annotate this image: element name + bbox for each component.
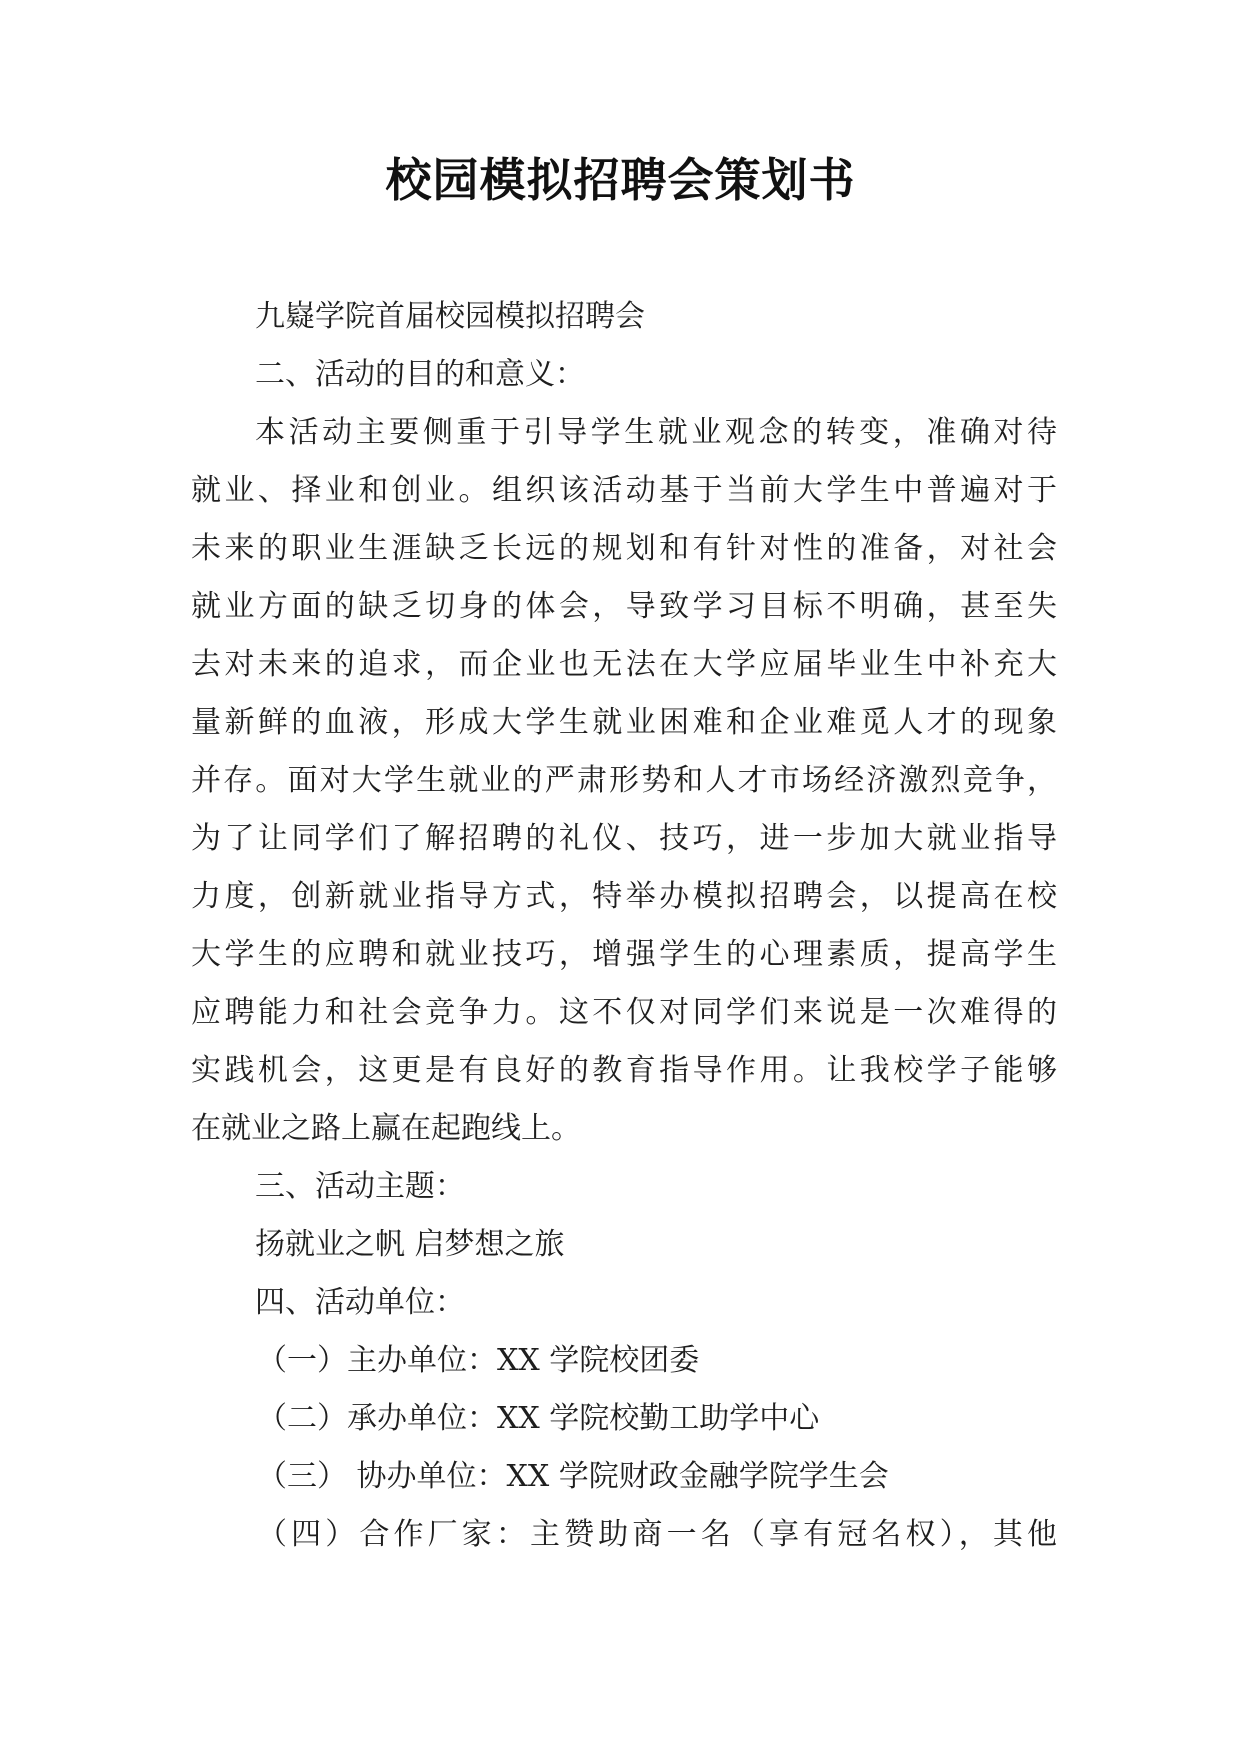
organizer-undertaker-line: （二）承办单位：XX 学院校勤工助学中心 — [257, 1401, 820, 1436]
organizer-host-line: （一）主办单位：XX 学院校团委 — [257, 1343, 700, 1378]
paragraph-line: 为了让同学们了解招聘的礼仪、技巧，进一步加大就业指导 — [191, 821, 1057, 856]
paragraph-line: 实践机会，这更是有良好的教育指导作用。让我校学子能够 — [191, 1053, 1057, 1088]
paragraph-line: 应聘能力和社会竞争力。这不仅对同学们来说是一次难得的 — [191, 995, 1057, 1030]
paragraph-line: 就业、择业和创业。组织该活动基于当前大学生中普遍对于 — [191, 473, 1057, 508]
document-title: 校园模拟招聘会策划书 — [385, 153, 856, 207]
paragraph-line: 就业方面的缺乏切身的体会，导致学习目标不明确，甚至失 — [191, 589, 1057, 624]
paragraph-line: 本活动主要侧重于引导学生就业观念的转变，准确对待 — [255, 415, 1057, 450]
paragraph-line: 在就业之路上赢在起跑线上。 — [191, 1111, 581, 1146]
theme-text: 扬就业之帆 启梦想之旅 — [255, 1227, 565, 1262]
paragraph-line: 量新鲜的血液，形成大学生就业困难和企业难觅人才的现象 — [191, 705, 1057, 740]
paragraph-line: 力度，创新就业指导方式，特举办模拟招聘会，以提高在校 — [191, 879, 1057, 914]
organizer-coorganizer-line: （三） 协办单位：XX 学院财政金融学院学生会 — [257, 1459, 889, 1494]
paragraph-line: 未来的职业生涯缺乏长远的规划和有针对性的准备，对社会 — [191, 531, 1057, 566]
section-heading-organizers: 四、活动单位： — [255, 1285, 465, 1320]
section-heading-purpose: 二、活动的目的和意义： — [255, 357, 585, 392]
paragraph-line: 并存。面对大学生就业的严肃形势和人才市场经济激烈竞争， — [191, 763, 1057, 798]
organizer-partner-line: （四）合作厂家：主赞助商一名（享有冠名权），其他 — [257, 1517, 1057, 1552]
paragraph-line: 大学生的应聘和就业技巧，增强学生的心理素质，提高学生 — [191, 937, 1057, 972]
event-name-line: 九嶷学院首届校园模拟招聘会 — [255, 299, 645, 334]
paragraph-line: 去对未来的追求，而企业也无法在大学应届毕业生中补充大 — [191, 647, 1057, 682]
document-body — [191, 288, 1057, 1564]
section-heading-theme: 三、活动主题： — [255, 1169, 465, 1204]
